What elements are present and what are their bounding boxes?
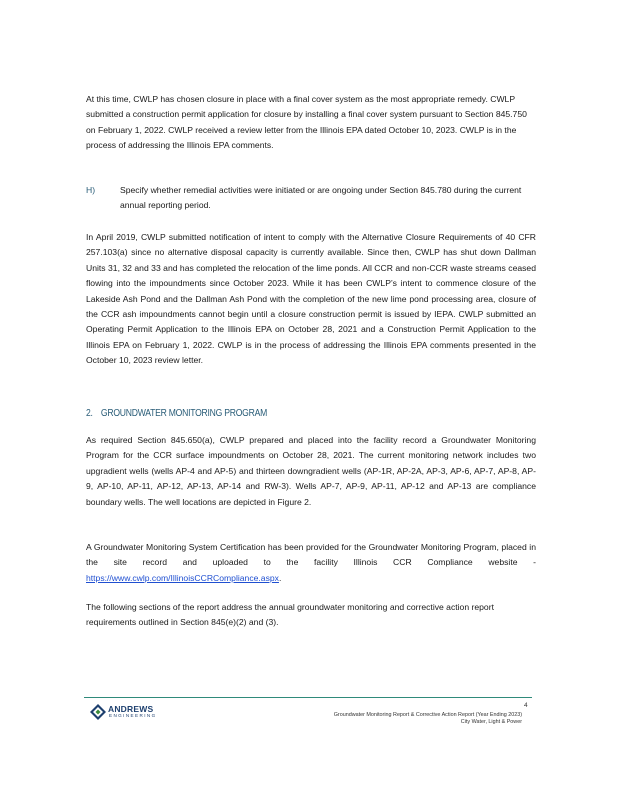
certification-text: A Groundwater Monitoring System Certification has been provided for the Groundwater Monitoring Program, placed in the site record and uploaded to the facility Illinois CCR Compliance website -: [86, 542, 536, 568]
paragraph-closure-remedy: At this time, CWLP has chosen closure in place with a final cover system as the most appropriate remedy. CWLP submitted a construction permit application for closure by installing a final cover system pursuant to Section 845.750 on February 1, 2022. CWLP received a review letter from the Illinois EPA dated October 10, 2023. CWLP is in the process of addressing the Illinois EPA comments.: [86, 94, 527, 151]
page-number: 4: [524, 702, 528, 709]
paragraph-alternative-closure: In April 2019, CWLP submitted notification of intent to comply with the Alternative Closure Requirements of 40 CFR 257.103(a) since no alternative disposal capacity is currently available. Since then, CWLP has shut down Dallman Units 31, 32 and 33 and has completed the relocation of the lime ponds. All CCR and non-CCR waste streams ceased flowing into the impoundments since October 2023. While it has been CWLP’s intent to commence closure of the Lakeside Ash Pond and the Dallman Ash Pond with the completion of the new lime pond processing area, closure of the CCR ash impoundments cannot begin until a closure construction permit is issued by IEPA. CWLP submitted an Operating Permit Application to the Illinois EPA on October 28, 2021 and a Construction Permit Application to the Illinois EPA on February 1, 2022. CWLP is in the process of addressing the Illinois EPA comments presented in the October 10, 2023 review letter.: [86, 232, 536, 366]
footer-client: City Water, Light & Power: [460, 719, 522, 725]
footer-report-title: Groundwater Monitoring Report & Corrective Action Report (Year Ending 2023): [333, 712, 522, 718]
paragraph-certification: [86, 540, 536, 586]
logo-diamond-icon: [90, 704, 106, 720]
logo-subtitle: ENGINEERING: [109, 713, 157, 718]
ccr-compliance-link[interactable]: https://www.cwlp.com/IllinoisCCRCompliance.aspx: [86, 572, 279, 583]
list-item-label: H): [86, 185, 96, 195]
list-item-text: Specify whether remedial activities were initiated or are ongoing under Section 845.780 during the current annual reporting period.: [120, 185, 522, 211]
andrews-engineering-logo: [90, 703, 170, 721]
logo-name: ANDREWS: [108, 704, 154, 714]
paragraph-following-sections: The following sections of the report address the annual groundwater monitoring and corrective action report requirements outlined in Section 845(e)(2) and (3).: [86, 602, 494, 628]
section-heading: [86, 407, 267, 419]
paragraph-monitoring-program: As required Section 845.650(a), CWLP prepared and placed into the facility record a Groundwater Monitoring Program for the CCR surface impoundments on October 28, 2021. The current monitoring network includes two upgradient wells (wells AP-4 and AP-5) and thirteen downgradient wells (AP-1R, AP-2A, AP-3, AP-6, AP-7, AP-8, AP-9, AP-10, AP-11, AP-12, AP-13, AP-14 and RW-3). Wells AP-7, AP-9, AP-11, AP-12 and AP-13 are compliance boundary wells. The well locations are depicted in Figure 2.: [86, 435, 536, 507]
section-number: 2.: [86, 407, 93, 419]
section-title: GROUNDWATER MONITORING PROGRAM: [100, 407, 268, 419]
certification-end: .: [278, 572, 282, 583]
footer-divider: [84, 697, 532, 698]
